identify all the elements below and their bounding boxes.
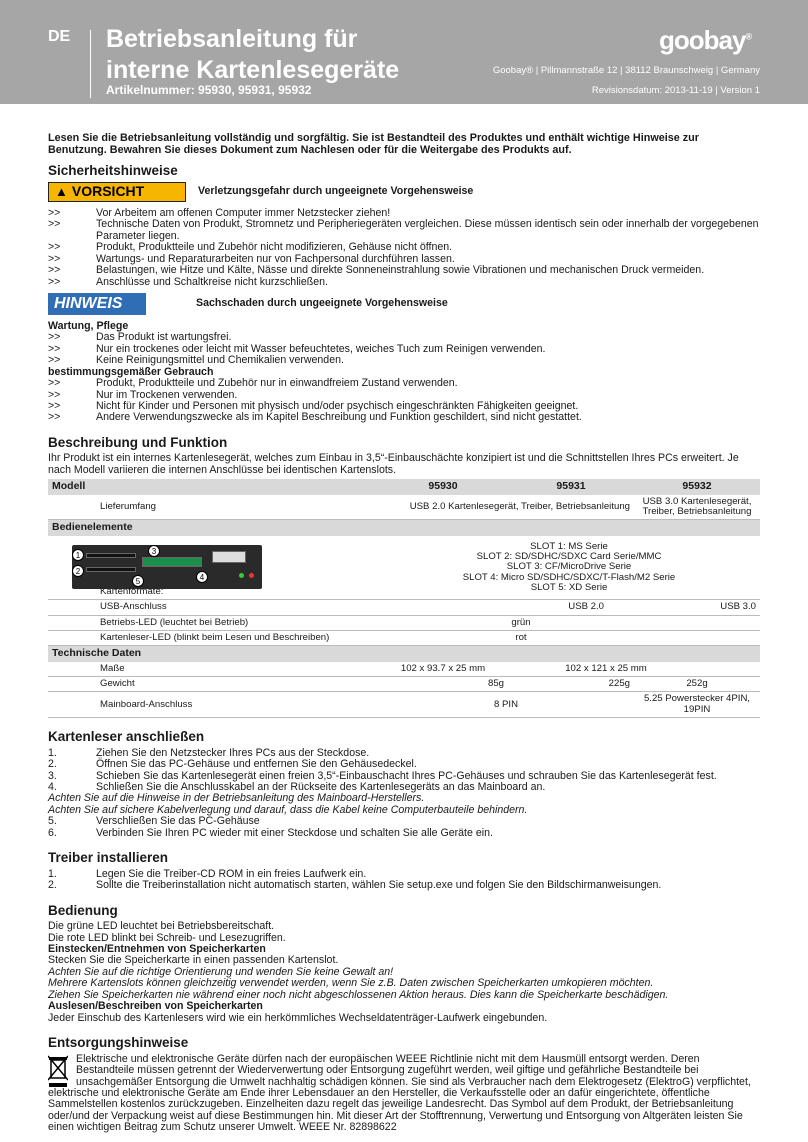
green-led-icon <box>239 573 244 578</box>
lieferumfang-label: Lieferumfang <box>48 495 378 520</box>
hinweis-badge: HINWEIS <box>48 293 146 315</box>
usb-usb3: USB 3.0 <box>634 600 760 615</box>
table-row <box>48 536 760 600</box>
red-led-icon <box>249 573 254 578</box>
hinweis-row <box>48 293 760 315</box>
gewicht-95931: 225g <box>508 676 634 691</box>
list-item-text: Anschlüsse und Schaltkreise nicht kurzschließen. <box>96 275 328 288</box>
list-item-text: Technische Daten von Produkt, Stromnetz und Peripheriegeräten vergleichen. Diese müssen identisch sein oder innerhalb der vorgegebenen Parameter liegen. <box>96 218 759 242</box>
document-body <box>48 133 760 1134</box>
kartenled-value: rot <box>378 630 760 645</box>
lieferumfang-usb3: USB 3.0 Kartenlesegerät, Treiber, Betriebsanleitung <box>634 495 760 520</box>
list-marker: >> <box>48 342 61 355</box>
mainboard-usb2: 8 PIN <box>378 692 634 718</box>
slot-format: SLOT 5: XD Serie <box>530 582 608 593</box>
slot-format: SLOT 3: CF/MicroDrive Serie <box>506 561 632 573</box>
gewicht-95932: 252g <box>634 676 760 691</box>
slot-marker-1: 1 <box>72 549 84 561</box>
intro-text: Lesen Sie die Betriebsanleitung vollständig und sorgfältig. Sie ist Bestandteil des Produktes und enthält wichtige Hinweise zur Benutzung. Bewahren Sie dieses Dokument zum Nachlesen oder für die Weitergabe des Produkts auf. <box>48 132 699 156</box>
table-row <box>48 495 760 520</box>
anschliessen-heading: Kartenleser anschließen <box>48 729 205 745</box>
bedienung-line: Die grüne LED leuchtet bei Betriebsbereitschaft. <box>48 920 275 933</box>
list-marker: >> <box>48 354 61 367</box>
list-item-text: Wartungs- und Reparaturarbeiten nur von Fachpersonal durchführen lassen. <box>96 252 455 265</box>
table-row <box>48 662 760 677</box>
list-marker: 1. <box>48 867 57 880</box>
bedienelemente-title: Bedienelemente <box>48 520 760 536</box>
list-item <box>48 828 760 839</box>
gewicht-label: Gewicht <box>48 676 378 691</box>
section-row <box>48 520 760 536</box>
table-row <box>48 676 760 691</box>
title-line-1: Betriebsanleitung für <box>106 25 358 53</box>
list-item <box>48 759 760 770</box>
slot-ms <box>86 553 136 558</box>
slot-format: SLOT 4: Micro SD/SDHC/SDXC/T-Flash/M2 Serie <box>462 571 676 583</box>
list-item-text: Öffnen Sie das PC-Gehäuse und entfernen Sie den Gehäusedeckel. <box>96 758 417 771</box>
bedienung-line: Die rote LED blinkt bei Schreib- und Lesezugriffen. <box>48 931 286 944</box>
list-marker: >> <box>48 241 61 254</box>
title-line-2: interne Kartenlesegeräte <box>106 56 400 84</box>
list-item-text: Das Produkt ist wartungsfrei. <box>96 331 232 344</box>
list-item-text: Produkt, Produktteile und Zubehör nur in einwandfreiem Zustand verwenden. <box>96 377 458 390</box>
list-item-text: Verschließen Sie das PC-Gehäuse <box>96 815 260 828</box>
list-item <box>48 242 760 253</box>
entsorgung-heading: Entsorgungshinweise <box>48 1035 189 1051</box>
gebrauch-title: bestimmungsgemäßer Gebrauch <box>48 365 214 378</box>
table-header-row <box>48 479 760 494</box>
einstecken-title: Einstecken/Entnehmen von Speicherkarten <box>48 943 266 956</box>
language-code: DE <box>48 28 71 45</box>
list-item <box>48 412 760 423</box>
slot-cf <box>142 557 202 567</box>
masse-label: Maße <box>48 662 378 677</box>
header-divider <box>90 30 91 98</box>
warning-triangle-icon: ▲ <box>55 183 68 199</box>
bedienung-line: Jeder Einschub des Kartenlesers wird wie ein herkömmliches Wechseldatenträger-Laufwerk eingebunden. <box>48 1011 548 1024</box>
usb-label: USB-Anschluss <box>48 600 378 615</box>
list-item <box>48 219 760 242</box>
bedienung-note: Achten Sie auf die richtige Orientierung und wenden Sie keine Gewalt an! <box>48 965 394 978</box>
entsorgung-text: Elektrische und elektronische Geräte dürfen nach der europäischen WEEE Richtlinie nicht mit dem Hausmüll entsorgt werden. Deren Bestandteile müssen getrennt der Wiederverwertung oder Entsorgung zugeführt werden, weil giftige und gefährliche Bestandteile bei unsachgemäßer Entsorgung die Umwelt nachhaltig schädigen können. Sie sind als Verbraucher nach dem Elektrogesetz (ElektroG) verpflichtet, elektrische und elektronische Geräte am Ende ihrer Lebensdauer an den Hersteller, die Verkaufsstelle oder an dafür eingerichtete, öffentliche Sammelstellen kostenlos zurückzugeben. Einzelheiten dazu regelt das jeweilige Landesrecht. Das Symbol auf dem Produkt, der Betriebsanleitung oder/und der Verpackung weist auf diese Bestimmungen hin. Mit dieser Art der Stofftrennung, Verwertung und Entsorgung von Altgeräten leisten Sie einen wichtigen Beitrag zum Schutz unserer Umwelt. WEEE Nr. 82898622 <box>48 1052 751 1134</box>
vorsicht-text: Verletzungsgefahr durch ungeeignete Vorgehensweise <box>198 185 474 198</box>
section-row <box>48 646 760 662</box>
bedienung-line: Stecken Sie die Speicherkarte in einen passenden Kartenslot. <box>48 954 339 967</box>
list-marker: >> <box>48 331 61 344</box>
list-item-text: Schließen Sie die Anschlusskabel an der Rückseite des Kartenlesegeräts an das Mainboard an. <box>96 780 546 793</box>
list-item-text: Ziehen Sie den Netzstecker Ihres PCs aus der Steckdose. <box>96 746 370 759</box>
kartenled-label: Kartenleser-LED (blinkt beim Lesen und Beschreiben) <box>48 630 378 645</box>
slot-marker-3: 3 <box>148 545 160 557</box>
anschliessen-note-1: Achten Sie auf die Hinweise in der Betriebsanleitung des Mainboard-Herstellers. <box>48 792 425 805</box>
list-item-text: Vor Arbeitem am offenen Computer immer Netzstecker ziehen! <box>96 206 391 219</box>
safety-list <box>48 208 760 288</box>
gewicht-95930: 85g <box>378 676 508 691</box>
list-item-text: Sollte die Treiberinstallation nicht automatisch starten, wählen Sie setup.exe und folgen Sie den Bildschirmanweisungen. <box>96 879 662 892</box>
hinweis-text: Sachschaden durch ungeeignete Vorgehensweise <box>196 297 448 310</box>
slots-cell <box>378 536 760 600</box>
vorsicht-label: VORSICHT <box>71 183 145 200</box>
bedienung-note: Mehrere Kartenslots können gleichzeitig verwendet werden, wenn Sie z.B. Daten zwischen Speicherkarten umkopieren möchten. <box>48 977 654 990</box>
safety-heading: Sicherheitshinweise <box>48 163 178 179</box>
masse-9593x: 102 x 121 x 25 mm <box>508 662 760 677</box>
page-title <box>106 24 399 86</box>
table-row <box>48 692 760 718</box>
list-marker: >> <box>48 218 61 231</box>
betriebsled-label: Betriebs-LED (leuchtet bei Betrieb) <box>48 615 378 630</box>
list-marker: >> <box>48 206 61 219</box>
gebrauch-list <box>48 378 760 424</box>
wartung-title: Wartung, Pflege <box>48 319 129 332</box>
col-95930: 95930 <box>378 479 508 494</box>
masse-95930: 102 x 93.7 x 25 mm <box>378 662 508 677</box>
mainboard-label: Mainboard-Anschluss <box>48 692 378 718</box>
technische-daten-title: Technische Daten <box>48 646 760 662</box>
list-marker: >> <box>48 377 61 390</box>
vorsicht-badge <box>48 182 186 202</box>
kartenformate-label: Kartenformate: <box>100 585 164 597</box>
list-item-text: Nicht für Kinder und Personen mit physisch und/oder psychisch eingeschränkten Fähigkeiten geeignet. <box>96 400 579 413</box>
slot-marker-5: 5 <box>132 575 144 587</box>
description-heading: Beschreibung und Funktion <box>48 434 228 450</box>
auslesen-title: Auslesen/Beschreiben von Speicherkarten <box>48 1000 263 1013</box>
anschliessen-note-2: Achten Sie auf sichere Kabelverlegung und darauf, dass die Kabel keine Computerbauteile behindern. <box>48 803 528 816</box>
list-marker: 3. <box>48 769 57 782</box>
betriebsled-value: grün <box>378 615 760 630</box>
vorsicht-row <box>48 182 760 202</box>
list-item-text: Andere Verwendungszwecke als im Kapitel Beschreibung und Funktion geschildert, sind nicht gestattet. <box>96 411 582 424</box>
list-marker: >> <box>48 388 61 401</box>
list-item <box>48 355 760 366</box>
card-reader-photo <box>72 545 262 589</box>
list-item <box>48 880 760 891</box>
slot-marker-4: 4 <box>196 571 208 583</box>
col-95931: 95931 <box>508 479 634 494</box>
slot-sd <box>86 567 136 572</box>
list-item <box>48 816 760 827</box>
list-item-text: Verbinden Sie Ihren PC wieder mit einer Steckdose und schalten Sie alle Geräte ein. <box>96 826 493 839</box>
list-marker: 1. <box>48 746 57 759</box>
list-item-text: Nur ein trockenes oder leicht mit Wasser befeuchtetes, weiches Tuch zum Reinigen verwenden. <box>96 342 546 355</box>
usb-port-icon <box>212 551 246 563</box>
list-marker: 6. <box>48 826 57 839</box>
slot-format: SLOT 2: SD/SDHC/SDXC Card Serie/MMC <box>476 550 662 562</box>
list-marker: 5. <box>48 815 57 828</box>
company-address: Goobay® | Pillmannstraße 12 | 38112 Braunschweig | Germany <box>492 65 760 76</box>
list-marker: >> <box>48 264 61 277</box>
list-marker: >> <box>48 275 61 288</box>
list-item <box>48 265 760 276</box>
list-item-text: Nur im Trockenen verwenden. <box>96 388 238 401</box>
list-marker: >> <box>48 252 61 265</box>
list-marker: >> <box>48 400 61 413</box>
spec-table <box>48 479 760 718</box>
goobay-logo: goobay® <box>659 25 752 55</box>
anschliessen-steps <box>48 748 760 794</box>
header-banner <box>0 0 808 104</box>
list-item-text: Keine Reinigungsmittel und Chemikalien verwenden. <box>96 354 344 367</box>
slot-marker-2: 2 <box>72 565 84 577</box>
col-95932: 95932 <box>634 479 760 494</box>
list-item-text: Belastungen, wie Hitze und Kälte, Nässe und direkte Sonneneinstrahlung sowie Vibrationen und mechanischen Druck vermeiden. <box>96 264 705 277</box>
list-item <box>48 378 760 389</box>
list-marker: 2. <box>48 758 57 771</box>
usb-usb2: USB 2.0 <box>378 600 634 615</box>
mainboard-usb3: 5.25 Powerstecker 4PIN, 19PIN <box>634 692 760 718</box>
anschliessen-steps-2 <box>48 816 760 839</box>
list-marker: 4. <box>48 780 57 793</box>
list-item <box>48 277 760 288</box>
list-item-text: Legen Sie die Treiber-CD ROM in ein freies Laufwerk ein. <box>96 867 367 880</box>
slot-format: SLOT 1: MS Serie <box>530 540 608 552</box>
table-row <box>48 615 760 630</box>
revision-date: Revisionsdatum: 2013-11-19 | Version 1 <box>591 85 760 96</box>
description-text: Ihr Produkt ist ein internes Kartenlesegerät, welches zum Einbau in 3,5“-Einbauschächte konzipiert ist und die Schnittstellen Ihres PCs erweitert. Je nach Modell variieren die internen Anschlüsse bei identischen Kartenslots. <box>48 452 739 476</box>
wartung-list <box>48 332 760 366</box>
weee-bin-icon <box>48 1054 68 1088</box>
list-marker: 2. <box>48 879 57 892</box>
treiber-heading: Treiber installieren <box>48 850 169 866</box>
col-model: Modell <box>48 479 378 494</box>
list-marker: >> <box>48 411 61 424</box>
logo-text: goobay <box>659 25 746 55</box>
article-number: Artikelnummer: 95930, 95931, 95932 <box>106 83 312 97</box>
entsorgung-block <box>48 1054 760 1134</box>
table-row <box>48 630 760 645</box>
treiber-steps <box>48 869 760 892</box>
list-item-text: Schieben Sie das Kartenlesegerät einen freien 3,5“-Einbauschacht Ihres PC-Gehäuses und schrauben Sie das Kartenlesegerät fest. <box>96 769 717 782</box>
table-row <box>48 600 760 615</box>
bedienung-note: Ziehen Sie Speicherkarten nie während einer noch nicht abgeschlossenen Aktion heraus. Dies kann die Speicherkarte beschädigen. <box>48 988 669 1001</box>
list-item-text: Produkt, Produktteile und Zubehör nicht modifizieren, Gehäuse nicht öffnen. <box>96 241 453 254</box>
kartenformate-cell <box>48 536 378 600</box>
lieferumfang-usb2: USB 2.0 Kartenlesegerät, Treiber, Betriebsanleitung <box>378 495 634 520</box>
bedienung-heading: Bedienung <box>48 902 118 918</box>
